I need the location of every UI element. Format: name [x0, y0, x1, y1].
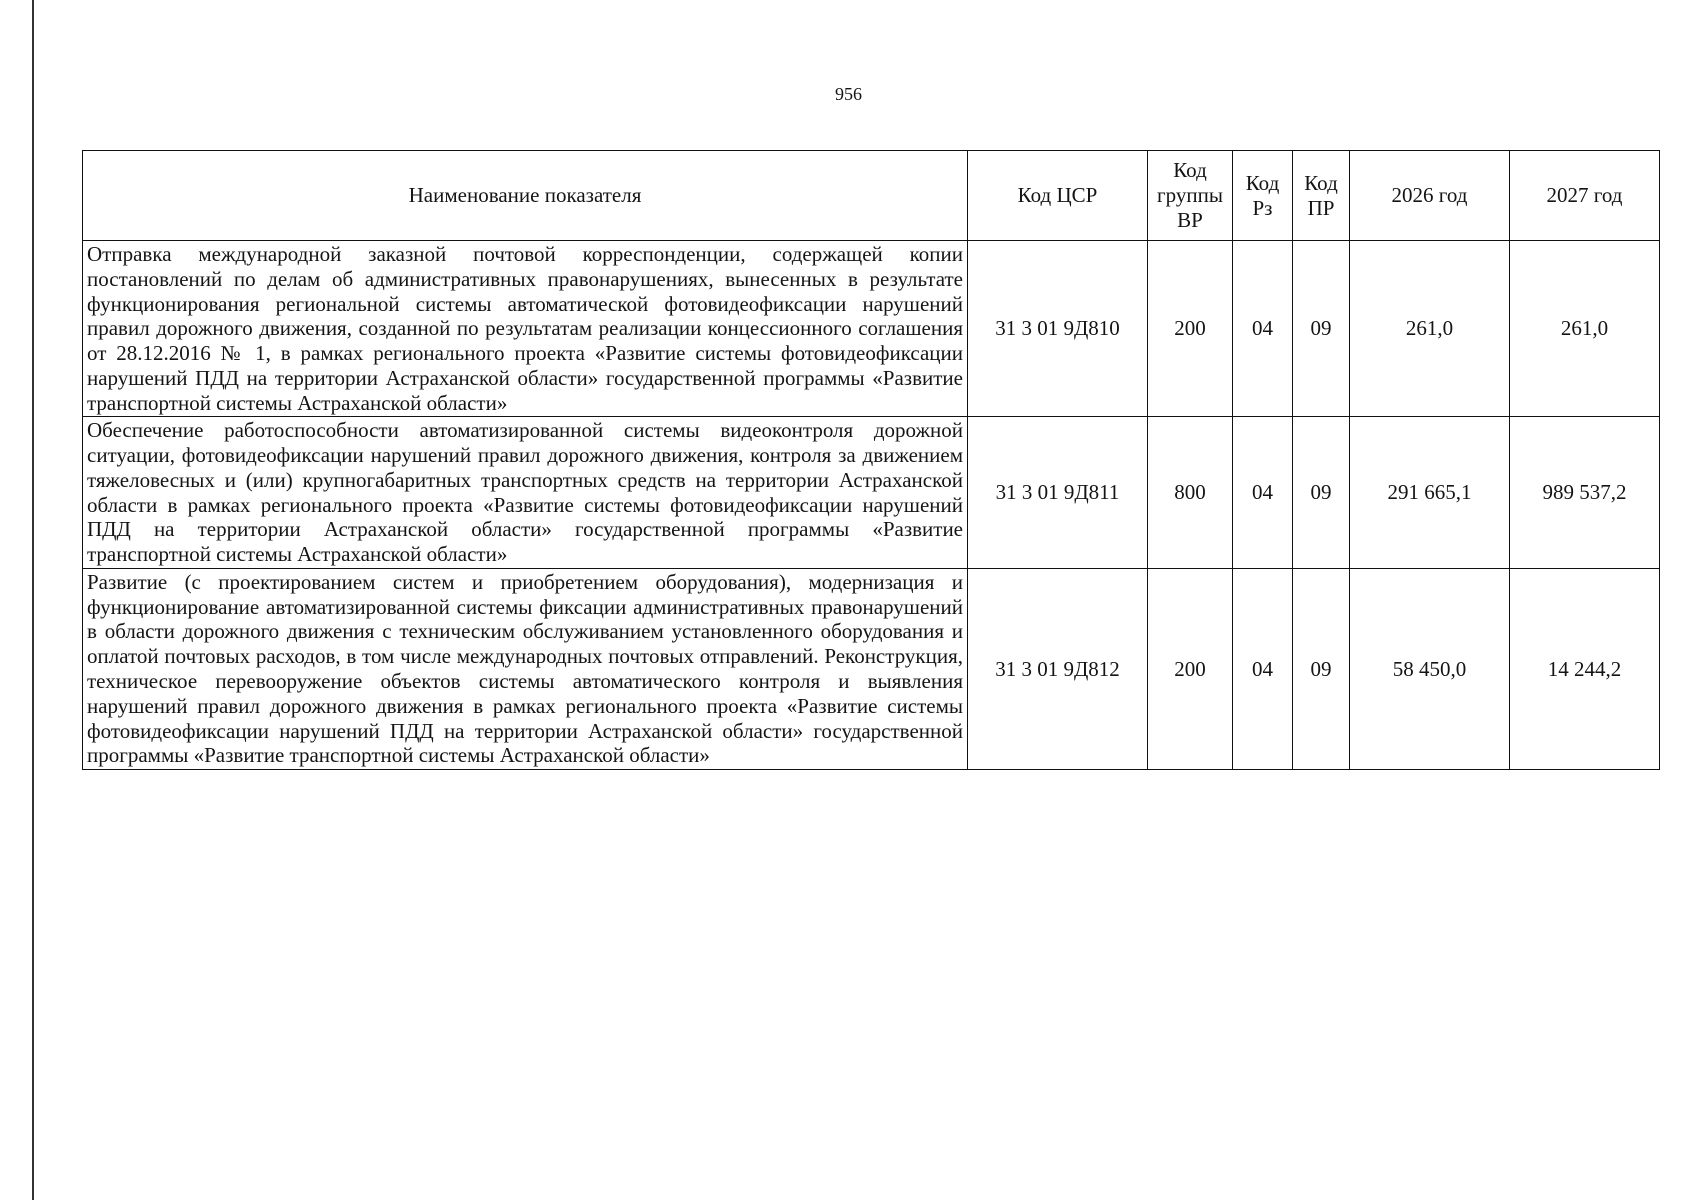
row-pr-cell: 09 — [1293, 241, 1350, 417]
budget-table — [82, 150, 1660, 770]
header-pr-line2: ПР — [1307, 195, 1335, 220]
row-rz-cell: 04 — [1233, 417, 1293, 569]
row-2027-cell: 261,0 — [1510, 241, 1660, 417]
table-header-row — [83, 151, 1660, 241]
row-2027-cell: 14 244,2 — [1510, 568, 1660, 769]
header-csr: Код ЦСР — [968, 151, 1148, 241]
header-vr-line3: ВР — [1177, 207, 1203, 232]
row-csr-cell: 31 3 01 9Д811 — [968, 417, 1148, 569]
header-vr-line2: группы — [1157, 183, 1223, 208]
header-rz — [1233, 151, 1293, 241]
row-vr-cell: 800 — [1148, 417, 1233, 569]
page-number: 956 — [835, 84, 862, 104]
table-row — [83, 241, 1660, 417]
row-rz-cell: 04 — [1233, 241, 1293, 417]
header-vr-line1: Код — [1173, 158, 1207, 183]
header-2026: 2026 год — [1350, 151, 1510, 241]
header-name: Наименование показателя — [83, 151, 968, 241]
row-pr-cell: 09 — [1293, 568, 1350, 769]
header-rz-line1: Код — [1245, 170, 1280, 195]
row-2027-cell: 989 537,2 — [1510, 417, 1660, 569]
row-vr-cell: 200 — [1148, 241, 1233, 417]
row-csr-cell: 31 3 01 9Д812 — [968, 568, 1148, 769]
row-pr-cell: 09 — [1293, 417, 1350, 569]
row-rz-cell: 04 — [1233, 568, 1293, 769]
table-row — [83, 568, 1660, 769]
header-vr — [1148, 151, 1233, 241]
header-pr — [1293, 151, 1350, 241]
row-2026-cell: 291 665,1 — [1350, 417, 1510, 569]
header-pr-line1: Код — [1304, 170, 1338, 195]
row-name-cell: Развитие (с проектированием систем и приобретением оборудования), модернизация и функционирование автоматизированной системы фиксации административных правонарушений в области дорожного движения с техническим обслуживанием установленного оборудования и оплатой почтовых расходов, в том числе международных почтовых отправлений. Реконструкция, техническое перевооружение объектов системы автоматического контроля и выявления нарушений правил дорожного движения в рамках регионального проекта «Развитие системы фотовидеофиксации нарушений ПДД на территории Астраханской области» государственной программы «Развитие транспортной системы Астраханской области» — [83, 568, 968, 769]
binding-edge-line — [32, 0, 34, 1200]
row-2026-cell: 58 450,0 — [1350, 568, 1510, 769]
header-rz-line2: Рз — [1252, 195, 1273, 220]
row-name-cell: Отправка международной заказной почтовой корреспонденции, содержащей копии постановлений по делам об административных правонарушениях, вынесенных в результате функционирования региональной системы автоматической фотовидеофиксации нарушений правил дорожного движения, созданной по результатам реализации концессионного соглашения от 28.12.2016 № 1, в рамках регионального проекта «Развитие системы фотовидеофиксации нарушений ПДД на территории Астраханской области» государственной программы «Развитие транспортной системы Астраханской области» — [83, 241, 968, 417]
row-vr-cell: 200 — [1148, 568, 1233, 769]
row-name-cell: Обеспечение работоспособности автоматизированной системы видеоконтроля дорожной ситуации, фотовидеофиксации нарушений правил дорожного движения, контроля за движением тяжеловесных и (или) крупногабаритных транспортных средств на территории Астраханской области в рамках регионального проекта «Развитие системы фотовидеофиксации нарушений ПДД на территории Астраханской области» государственной программы «Развитие транспортной системы Астраханской области» — [83, 417, 968, 569]
header-2027: 2027 год — [1510, 151, 1660, 241]
row-csr-cell: 31 3 01 9Д810 — [968, 241, 1148, 417]
row-2026-cell: 261,0 — [1350, 241, 1510, 417]
table-row — [83, 417, 1660, 569]
